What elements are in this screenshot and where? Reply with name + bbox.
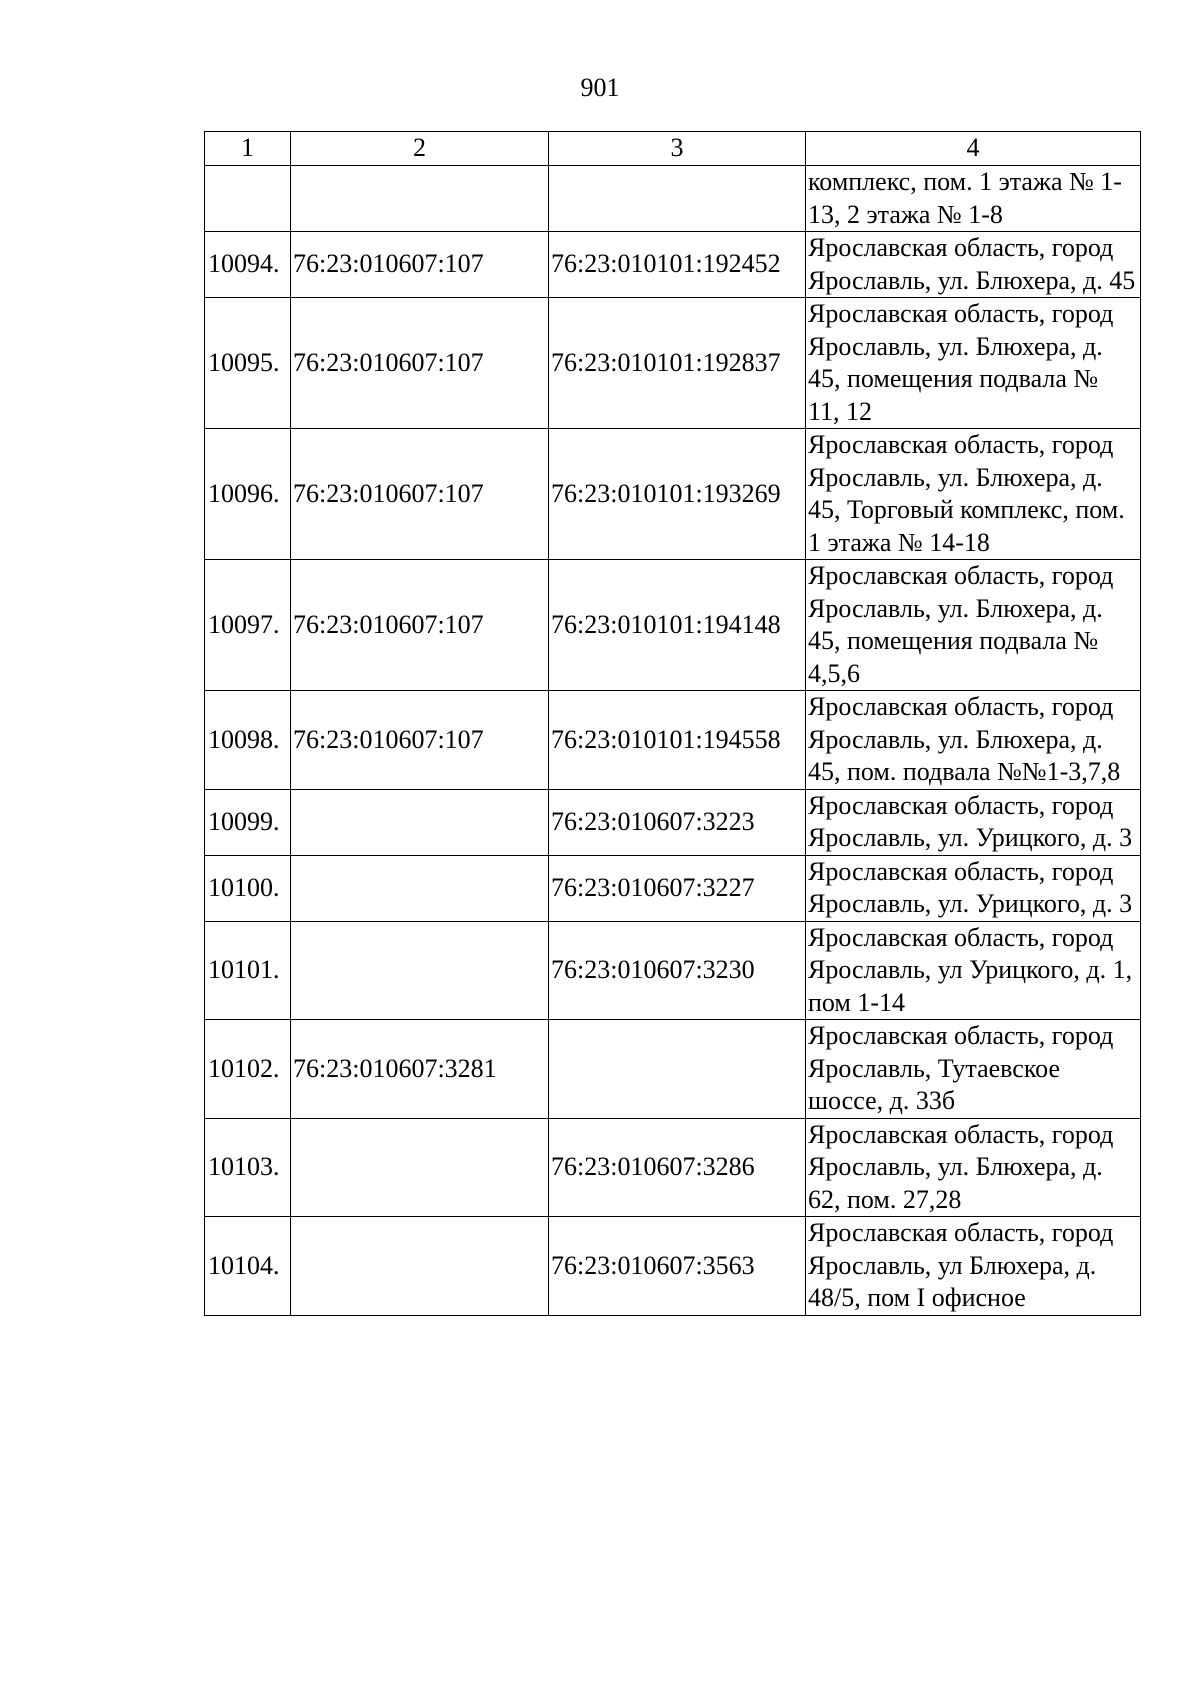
table-row — [205, 560, 1141, 691]
address-cell: Ярославская область, город Ярославль, ул. Блюхера, д. 45, помещения подвала № 4,5,6 — [806, 560, 1141, 691]
table-row — [205, 429, 1141, 560]
table-row — [205, 1217, 1141, 1316]
parcel-number-cell: 76:23:010607:3281 — [291, 1020, 549, 1119]
column-header-2: 2 — [291, 132, 549, 166]
row-number-cell: 10100. — [205, 855, 291, 921]
table-row — [205, 166, 1141, 232]
address-cell: Ярославская область, город Ярославль, ул. Урицкого, д. 3 — [806, 855, 1141, 921]
object-number-cell: 76:23:010607:3227 — [549, 855, 806, 921]
row-number-cell: 10101. — [205, 921, 291, 1020]
row-number-cell: 10102. — [205, 1020, 291, 1119]
object-number-cell: 76:23:010101:192452 — [549, 232, 806, 298]
parcel-number-cell: 76:23:010607:107 — [291, 560, 549, 691]
parcel-number-cell — [291, 1118, 549, 1217]
table-row — [205, 921, 1141, 1020]
object-number-cell: 76:23:010607:3230 — [549, 921, 806, 1020]
address-cell: Ярославская область, город Ярославль, ул. Блюхера, д. 45, пом. подвала №№1-3,7,8 — [806, 691, 1141, 790]
parcel-number-cell: 76:23:010607:107 — [291, 232, 549, 298]
table-body — [205, 132, 1141, 1316]
address-cell: комплекс, пом. 1 этажа № 1-13, 2 этажа № 1-8 — [806, 166, 1141, 232]
parcel-number-cell — [291, 855, 549, 921]
table-row — [205, 1020, 1141, 1119]
parcel-number-cell — [291, 921, 549, 1020]
object-number-cell: 76:23:010101:194558 — [549, 691, 806, 790]
address-cell: Ярославская область, город Ярославль, Тутаевское шоссе, д. 33б — [806, 1020, 1141, 1119]
row-number-cell: 10096. — [205, 429, 291, 560]
parcel-number-cell — [291, 1217, 549, 1316]
row-number-cell: 10104. — [205, 1217, 291, 1316]
table-header-row — [205, 132, 1141, 166]
address-cell: Ярославская область, город Ярославль, ул. Блюхера, д. 62, пом. 27,28 — [806, 1118, 1141, 1217]
parcel-number-cell: 76:23:010607:107 — [291, 298, 549, 429]
object-number-cell — [549, 1020, 806, 1119]
registry-table — [204, 131, 1141, 1316]
parcel-number-cell — [291, 789, 549, 855]
object-number-cell: 76:23:010607:3223 — [549, 789, 806, 855]
parcel-number-cell — [291, 166, 549, 232]
table-row — [205, 232, 1141, 298]
row-number-cell: 10098. — [205, 691, 291, 790]
parcel-number-cell: 76:23:010607:107 — [291, 691, 549, 790]
address-cell: Ярославская область, город Ярославль, ул. Урицкого, д. 3 — [806, 789, 1141, 855]
address-cell: Ярославская область, город Ярославль, ул. Блюхера, д. 45, Торговый комплекс, пом. 1 этажа № 14-18 — [806, 429, 1141, 560]
address-cell: Ярославская область, город Ярославль, ул Блюхера, д. 48/5, пом I офисное — [806, 1217, 1141, 1316]
object-number-cell: 76:23:010607:3563 — [549, 1217, 806, 1316]
object-number-cell: 76:23:010101:193269 — [549, 429, 806, 560]
table-row — [205, 298, 1141, 429]
object-number-cell: 76:23:010101:192837 — [549, 298, 806, 429]
column-header-1: 1 — [205, 132, 291, 166]
address-cell: Ярославская область, город Ярославль, ул. Блюхера, д. 45 — [806, 232, 1141, 298]
row-number-cell: 10097. — [205, 560, 291, 691]
table-row — [205, 691, 1141, 790]
table-row — [205, 855, 1141, 921]
address-cell: Ярославская область, город Ярославль, ул. Блюхера, д. 45, помещения подвала № 11, 12 — [806, 298, 1141, 429]
row-number-cell: 10094. — [205, 232, 291, 298]
parcel-number-cell: 76:23:010607:107 — [291, 429, 549, 560]
page-number: 901 — [580, 73, 620, 102]
object-number-cell: 76:23:010607:3286 — [549, 1118, 806, 1217]
column-header-4: 4 — [806, 132, 1141, 166]
object-number-cell — [549, 166, 806, 232]
row-number-cell: 10103. — [205, 1118, 291, 1217]
table-row — [205, 789, 1141, 855]
object-number-cell: 76:23:010101:194148 — [549, 560, 806, 691]
row-number-cell: 10095. — [205, 298, 291, 429]
column-header-3: 3 — [549, 132, 806, 166]
address-cell: Ярославская область, город Ярославль, ул Урицкого, д. 1, пом 1-14 — [806, 921, 1141, 1020]
row-number-cell: 10099. — [205, 789, 291, 855]
table-row — [205, 1118, 1141, 1217]
row-number-cell — [205, 166, 291, 232]
